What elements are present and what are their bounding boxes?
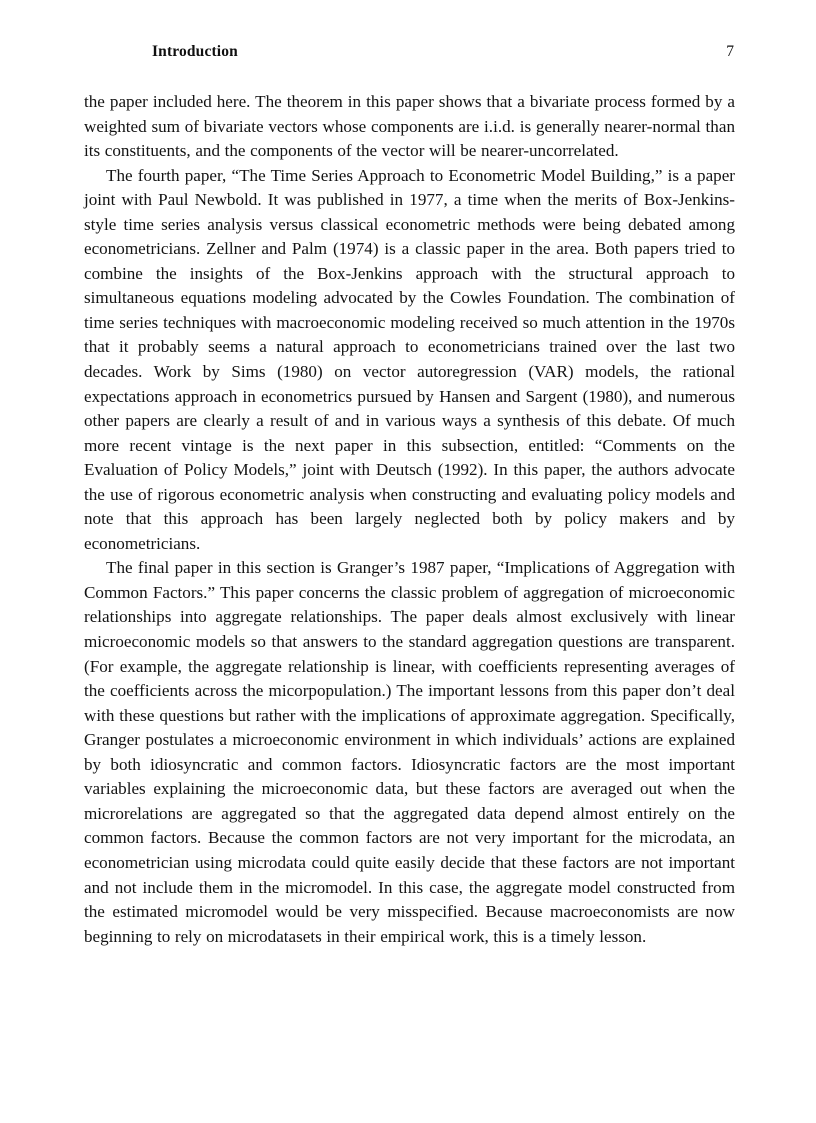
page-number: 7 xyxy=(726,43,734,60)
paragraph-final-paper: The final paper in this section is Granger’s 1987 paper, “Implications of Aggregation with Common Factors.” This paper concerns the classic problem of aggregation of microeconomic relationships into aggregate relationships. The paper deals almost exclusively with linear microeconomic models so that answers to the standard aggregation questions are transparent. (For example, the aggregate relationship is linear, with coefficients representing averages of the coefficients across the micorpopulation.) The important lessons from this paper don’t deal with these questions but rather with the implications of approximate aggregation. Specifically, Granger postulates a microeconomic environment in which individuals’ actions are explained by both idiosyncratic and common factors. Idiosyncratic factors are the most important variables explaining the microeconomic data, but these factors are averaged out when the microrelations are aggregated so that the aggregated data depend almost entirely on the common factors. Because the common factors are not very important for the microdata, an econometrician using microdata could quite easily decide that these factors are not important and not include them in the micromodel. In this case, the aggregate model constructed from the estimated micromodel would be very misspecified. Because macroeconomists are now beginning to rely on microdatasets in their empirical work, this is a timely lesson. xyxy=(84,558,735,946)
running-head xyxy=(152,43,734,65)
paragraph-continuation: the paper included here. The theorem in this paper shows that a bivariate process formed by a weighted sum of bivariate vectors whose components are i.i.d. is generally nearer-normal than its constituents, and the components of the vector will be nearer-uncorrelated. xyxy=(84,92,735,161)
body-text-block xyxy=(84,90,735,949)
paragraph-fourth-paper: The fourth paper, “The Time Series Approach to Econometric Model Building,” is a paper joint with Paul Newbold. It was published in 1977, a time when the merits of Box-Jenkins-style time series analysis versus classical econometric methods were being debated among econometricians. Zellner and Palm (1974) is a classic paper in the area. Both papers tried to combine the insights of the Box-Jenkins approach with the structural approach to simultaneous equations modeling advocated by the Cowles Foundation. The combination of time series techniques with macroeconomic modeling received so much attention in the 1970s that it probably seems a natural approach to econometricians trained over the last two decades. Work by Sims (1980) on vector autoregression (VAR) models, the rational expectations approach in econometrics pursued by Hansen and Sargent (1980), and numerous other papers are clearly a result of and in various ways a synthesis of this debate. Of much more recent vintage is the next paper in this subsection, entitled: “Comments on the Evaluation of Policy Models,” joint with Deutsch (1992). In this paper, the authors advocate the use of rigorous econometric analysis when constructing and evaluating policy models and note that this approach has been largely neglected both by policy makers and by econometricians. xyxy=(84,165,735,553)
running-head-title: Introduction xyxy=(152,43,238,60)
